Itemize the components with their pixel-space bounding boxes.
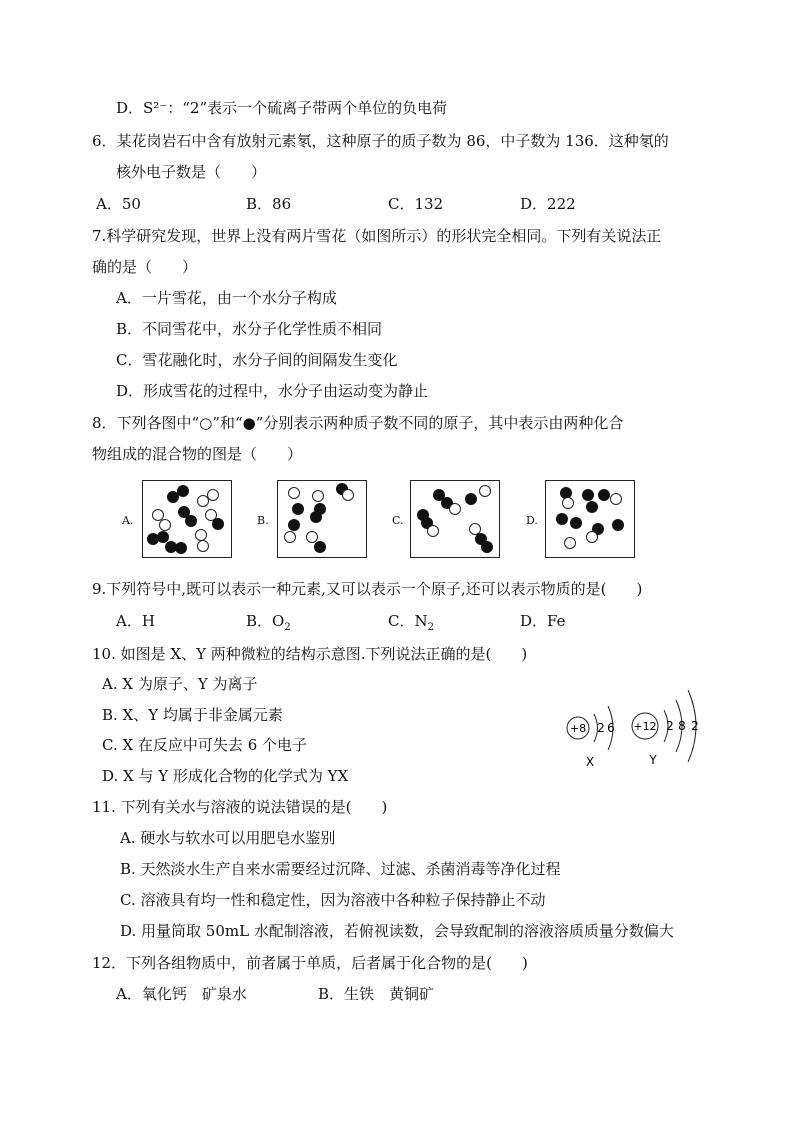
x-label: X (585, 755, 595, 769)
q8-box-a (142, 480, 232, 558)
black-atom (612, 519, 624, 531)
x-atom-structure (567, 706, 615, 769)
white-atom (159, 519, 171, 531)
q6-stem-line2: 核外电子数是（ ） (116, 163, 267, 181)
black-atom (212, 518, 224, 530)
q8-label-c: C. (392, 514, 404, 527)
white-atom (586, 531, 598, 543)
q8-box-d (545, 480, 635, 558)
y-shell-electrons: 8 (678, 719, 686, 733)
white-atom (564, 537, 576, 549)
q9-option-d: D．Fe (520, 612, 566, 630)
q9-stem: 9.下列符号中,既可以表示一种元素,又可以表示一个原子,还可以表示物质的是( ) (92, 580, 643, 598)
q8-label-d: D. (526, 514, 538, 527)
black-atom (175, 542, 187, 554)
q9-option-c (388, 611, 434, 638)
q10-stem: 10. 如图是 X、Y 两种微粒的结构示意图.下列说法正确的是( ) (92, 645, 528, 663)
q11-option-a: A. 硬水与软水可以用肥皂水鉴别 (120, 829, 336, 847)
y-atom-structure (632, 690, 699, 767)
q10-option-d: D. X 与 Y 形成化合物的化学式为 YX (102, 767, 349, 785)
q12-stem: 12．下列各组物质中，前者属于单质，后者属于化合物的是( ) (92, 954, 528, 972)
q11-option-b: B. 天然淡水生产自来水需要经过沉降、过滤、杀菌消毒等净化过程 (120, 860, 561, 878)
q12-option-a: A．氧化钙 矿泉水 (116, 985, 247, 1003)
white-atom (427, 525, 439, 537)
black-atom (582, 489, 594, 501)
black-atom (310, 511, 322, 523)
white-atom (342, 489, 354, 501)
q9-option-c-subscript: 2 (427, 622, 434, 633)
q9-option-b-subscript: 2 (284, 622, 291, 633)
q6-option-c: C．132 (388, 195, 444, 213)
q9-option-b (246, 611, 291, 638)
black-atom (465, 493, 477, 505)
q8-label-a: A. (122, 514, 134, 527)
q9-option-a: A．H (116, 612, 155, 630)
x-nucleus-charge: +8 (569, 722, 587, 735)
white-atom (479, 485, 491, 497)
q11-stem: 11. 下列有关水与溶液的说法错误的是( ) (92, 798, 388, 816)
q6-option-a: A．50 (96, 195, 141, 213)
x-shell-electrons: 6 (607, 721, 615, 735)
white-atom (288, 487, 300, 499)
y-shell-electrons: 2 (666, 719, 674, 733)
y-shell-electrons: 2 (691, 719, 699, 733)
white-atom (312, 490, 324, 502)
white-atom (284, 531, 296, 543)
q9-option-b-text: B．O (246, 612, 285, 630)
q9-option-c-text: C．N (388, 612, 428, 630)
q5-option-d: D．S²⁻：“2”表示一个硫离子带两个单位的负电荷 (116, 99, 448, 117)
q12-option-b: B．生铁 黄铜矿 (318, 985, 435, 1003)
y-nucleus-charge: +12 (633, 720, 657, 733)
q11-option-d: D. 用量筒取 50mL 水配制溶液，若俯视读数，会导致配制的溶液溶质质量分数偏大 (120, 922, 674, 940)
q7-stem-line2: 确的是（ ） (92, 258, 198, 276)
q7-stem-line1: 7.科学研究发现，世界上没有两片雪花（如图所示）的形状完全相同。下列有关说法正 (92, 227, 662, 245)
black-atom (185, 515, 197, 527)
q10-option-c: C. X 在反应中可失去 6 个电子 (102, 736, 308, 754)
q11-option-c: C. 溶液具有均一性和稳定性，因为溶液中各种粒子保持静止不动 (120, 891, 546, 909)
x-shell-electrons: 2 (597, 721, 605, 735)
black-atom (556, 513, 568, 525)
white-atom (562, 497, 574, 509)
white-atom (197, 540, 209, 552)
q7-option-a: A．一片雪花，由一个水分子构成 (116, 289, 337, 307)
black-atom (314, 541, 326, 553)
white-atom (207, 489, 219, 501)
q8-box-b (277, 480, 367, 558)
black-atom (570, 517, 582, 529)
black-atom (288, 519, 300, 531)
q8-label-b: B. (257, 514, 269, 527)
black-atom (586, 501, 598, 513)
black-atom (481, 541, 493, 553)
white-atom (610, 493, 622, 505)
q10-option-a: A. X 为原子、Y 为离子 (102, 675, 258, 693)
black-atom (598, 489, 610, 501)
y-label: Y (649, 753, 657, 767)
q8-box-c (410, 480, 500, 558)
q7-option-d: D．形成雪花的过程中，水分子由运动变为静止 (116, 382, 429, 400)
q10-structure-diagram (558, 680, 708, 772)
q6-option-b: B．86 (246, 195, 292, 213)
black-atom (292, 503, 304, 515)
q7-option-b: B．不同雪花中，水分子化学性质不相同 (116, 320, 383, 338)
white-atom (449, 503, 461, 515)
q8-stem-line1: 8．下列各图中“○”和“●”分别表示两种质子数不同的原子，其中表示由两种化合 (92, 414, 624, 432)
q6-stem-line1: 6．某花岗岩石中含有放射元素氡，这种原子的质子数为 86，中子数为 136．这种氡的 (92, 132, 669, 150)
q10-option-b: B. X、Y 均属于非金属元素 (102, 706, 283, 724)
q8-stem-line2: 物组成的混合物的图是（ ） (92, 445, 303, 463)
q6-option-d: D．222 (520, 195, 576, 213)
black-atom (177, 485, 189, 497)
q7-option-c: C．雪花融化时，水分子间的间隔发生变化 (116, 351, 398, 369)
